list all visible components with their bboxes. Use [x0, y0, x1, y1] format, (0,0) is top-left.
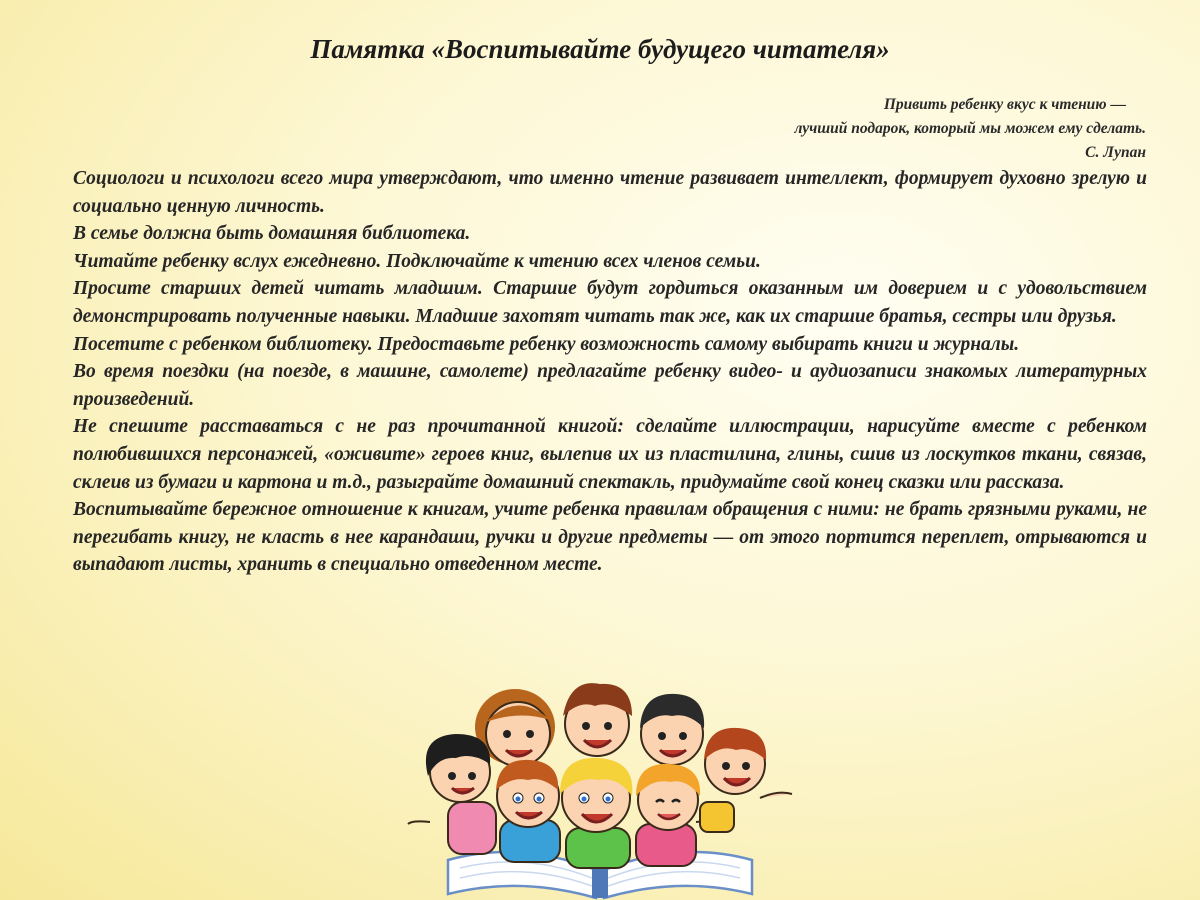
child-back-2: [563, 683, 632, 756]
paragraph-2: В семье должна быть домашняя библиотека.: [73, 223, 471, 245]
children-reading-illustration: [400, 672, 800, 900]
paragraph-7: Не спешите расставаться с не раз прочитанной книгой: сделайте иллюстрации, нарисуйте вместе с ребенком полюбившихся персонажей, «оживите» героев книг, вылепив их из пластилина, глины, сшив из лоскутков ткани, связав, склеив из бумаги и картона и т.д., разыграйте домашний спектакль, придумайте свой конец сказки или рассказа.: [73, 416, 1147, 493]
epigraph-author: С. Лупан: [1085, 144, 1146, 161]
paragraph-6: Во время поездки (на поезде, в машине, самолете) предлагайте ребенку видео- и аудиозаписи знакомых литературных произведений.: [73, 361, 1147, 410]
child-back-3: [640, 694, 704, 765]
child-front-3: [560, 758, 632, 868]
epigraph-line-1: Привить ребенку вкус к чтению —: [883, 96, 1126, 113]
page-title: Памятка «Воспитывайте будущего читателя»: [310, 34, 890, 64]
child-front-1: [408, 734, 496, 854]
paragraph-1: Социологи и психологи всего мира утверждают, что именно чтение развивает интеллект, формирует духовно зрелую и социально ценную личность.: [73, 168, 1147, 217]
paragraph-8: Воспитывайте бережное отношение к книгам, учите ребенка правилам обращения с ними: не брать грязными руками, не перегибать книгу, не класть в нее карандаши, ручки и другие предметы — от этого портится переплет, отрываются и выпадают листы, хранить в специально отведенном месте.: [73, 499, 1147, 576]
memo-body: [73, 165, 1147, 579]
epigraph: [794, 93, 1146, 165]
paragraph-3: Читайте ребенку вслух ежедневно. Подключайте к чтению всех членов семьи.: [73, 250, 761, 272]
paragraph-5: Посетите с ребенком библиотеку. Предоставьте ребенку возможность самому выбирать книги и журналы.: [73, 333, 1020, 355]
epigraph-line-2: лучший подарок, который мы можем ему сделать.: [794, 120, 1146, 137]
child-front-2: [496, 760, 560, 862]
paragraph-4: Просите старших детей читать младшим. Старшие будут гордиться оказанным им доверием и с удовольствием демонстрировать полученные навыки. Младшие захотят читать так же, как их старшие братья, сестры или друзья.: [73, 278, 1147, 327]
child-back-4: [704, 728, 792, 798]
